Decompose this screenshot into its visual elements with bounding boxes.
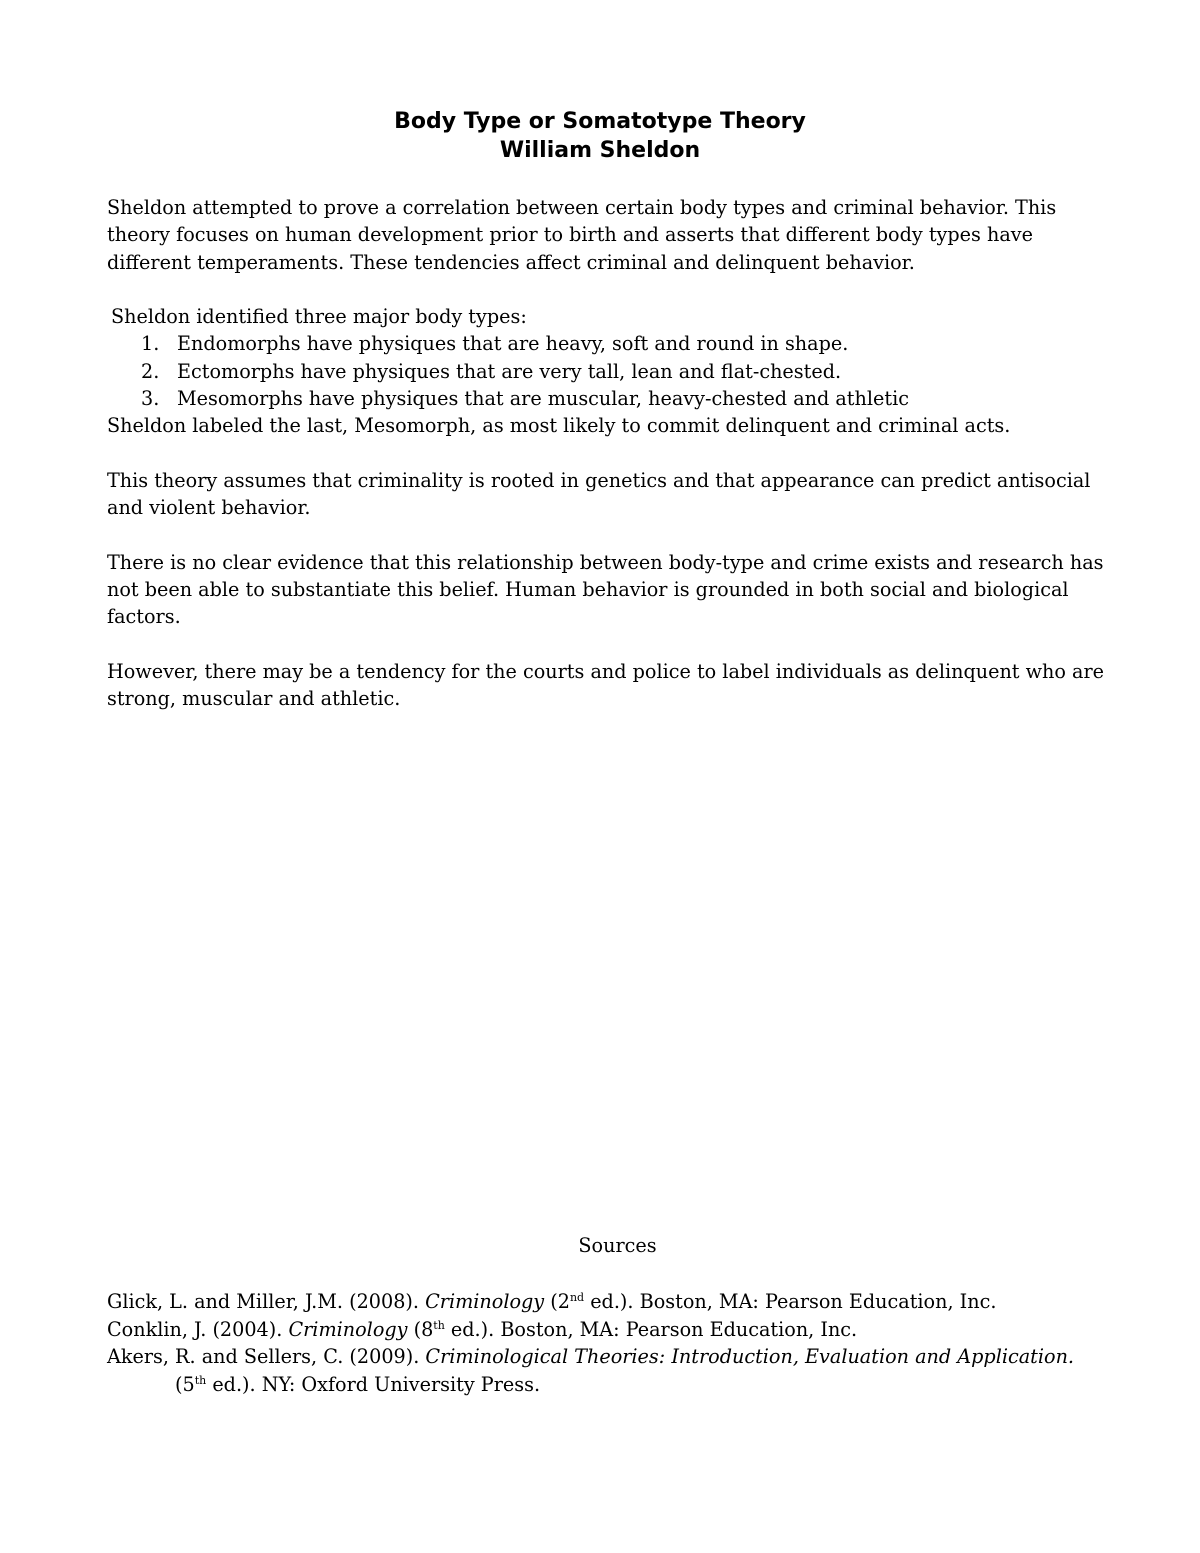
sources-list [107,1288,1167,1398]
source-reference-continuation [107,1371,1167,1399]
reference-edition-suffix: nd [569,1291,585,1304]
list-item-number: 3. [141,387,160,411]
list-item-text: Mesomorphs have physiques that are muscular, heavy-chested and athletic [177,387,909,411]
labeling-paragraph: However, there may be a tendency for the courts and police to label individuals as delinquent who are strong, muscular and athletic. [107,660,1105,711]
reference-publisher: ed.). NY: Oxford University Press. [206,1372,541,1396]
reference-authors: Glick, L. and Miller, J.M. (2008). [107,1290,426,1313]
source-reference [107,1316,1167,1344]
document-body [107,194,1107,740]
sources-heading: Sources [578,1234,657,1257]
reference-edition-suffix: th [433,1318,445,1332]
list-item-text: Ectomorphs have physiques that are very tall, lean and flat-chested. [177,359,842,383]
list-item-number: 2. [141,359,160,383]
intro-paragraph: Sheldon attempted to prove a correlation between certain body types and criminal behavior. This theory focuses on human development prior to birth and asserts that different body types have different temperaments. These tendencies affect criminal and delinquent behavior. [107,196,1057,274]
reference-title: Criminology [425,1290,545,1313]
reference-edition: (2 [544,1290,570,1313]
document-header [0,107,1200,165]
list-item [107,358,1107,385]
reference-publisher: ed.). Boston, MA: Pearson Education, Inc. [584,1290,997,1313]
reference-edition: (8 [407,1317,434,1341]
reference-edition-suffix: th [194,1373,207,1387]
list-item [107,385,1107,412]
document-title: Body Type or Somatotype Theory [394,109,806,134]
reference-title: Criminological Theories: Introduction, Evaluation and Application. [425,1345,1075,1369]
reference-edition: (5 [175,1372,195,1396]
list-intro: Sheldon identified three major body types: [111,305,527,329]
document-subtitle: William Sheldon [499,138,701,163]
reference-publisher: ed.). Boston, MA: Pearson Education, Inc. [444,1317,858,1341]
evidence-paragraph: There is no clear evidence that this relationship between body-type and crime exists and research has not been able to substantiate this belief. Human behavior is grounded in both social and biological factors. [107,550,1104,629]
source-reference [107,1343,1167,1371]
source-reference [107,1288,1167,1316]
reference-title: Criminology [288,1317,408,1341]
reference-authors: Akers, R. and Sellers, C. (2009). [107,1345,426,1369]
list-conclusion: Sheldon labeled the last, Mesomorph, as most likely to commit delinquent and criminal acts. [107,414,1011,438]
genetics-paragraph: This theory assumes that criminality is rooted in genetics and that appearance can predict antisocial and violent behavior. [107,468,1091,520]
list-item-number: 1. [141,332,160,356]
list-item-text: Endomorphs have physiques that are heavy, soft and round in shape. [177,332,849,356]
list-item [107,330,1107,357]
body-types-list [107,330,1107,412]
reference-authors: Conklin, J. (2004). [107,1317,289,1341]
